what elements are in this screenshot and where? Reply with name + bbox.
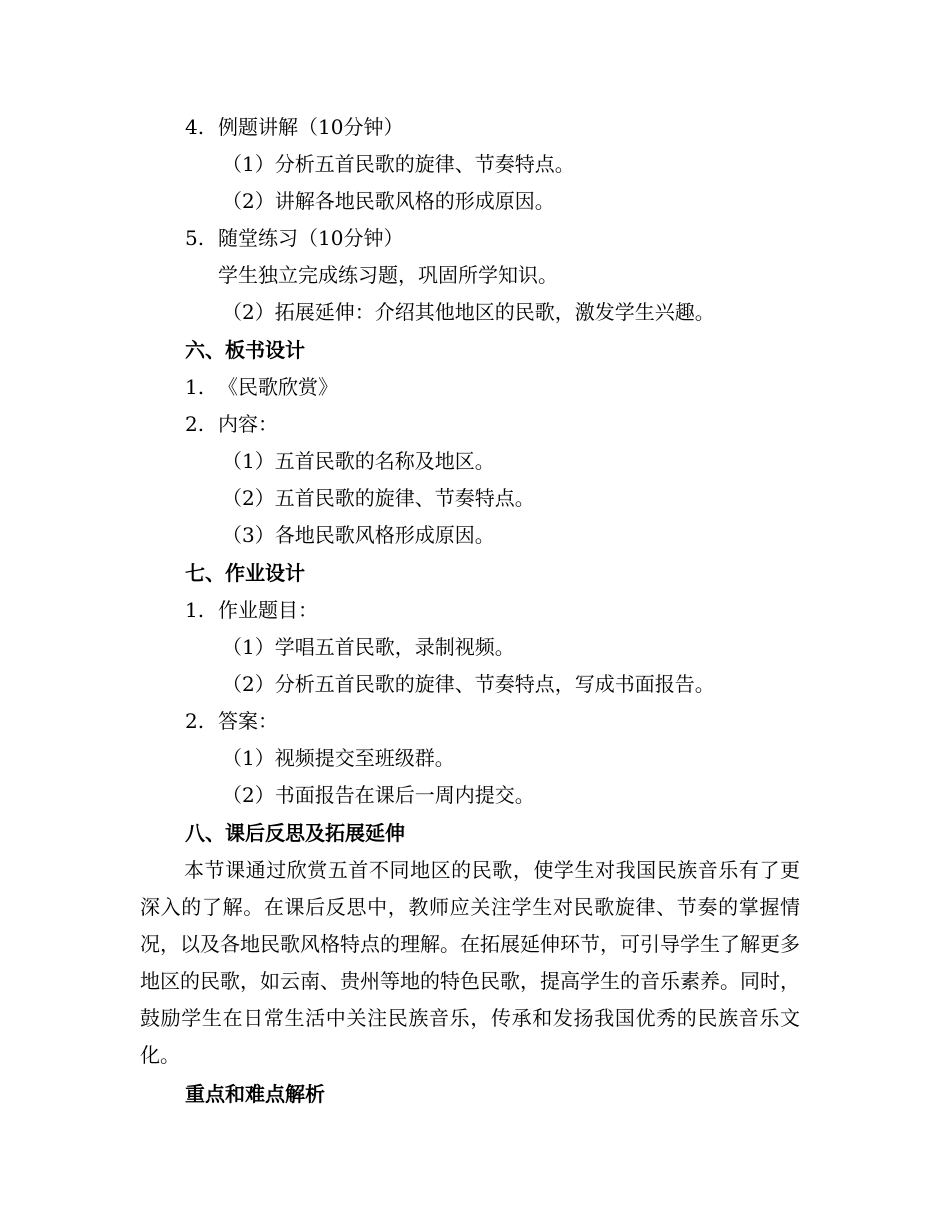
- list-item: （2）五首民歌的旋律、节奏特点。: [222, 486, 535, 510]
- list-item: （2）书面报告在课后一周内提交。: [222, 783, 535, 807]
- numbered-item: [185, 374, 338, 400]
- list-item: （2）讲解各地民歌风格的形成原因。: [222, 189, 555, 213]
- list-number: 1.: [185, 375, 205, 399]
- list-number: 2.: [185, 412, 205, 436]
- list-item: （3）各地民歌风格形成原因。: [222, 523, 495, 547]
- numbered-item: [185, 597, 318, 623]
- list-item: 学生独立完成练习题，巩固所学知识。: [218, 263, 558, 287]
- list-number: 4.: [185, 115, 205, 139]
- list-item: （2）分析五首民歌的旋律、节奏特点，写成书面报告。: [222, 672, 715, 696]
- list-item: （1）学唱五首民歌，录制视频。: [222, 635, 515, 659]
- reflection-paragraph: 本节课通过欣赏五首不同地区的民歌，使学生对我国民族音乐有了更深入的了解。在课后反思中，教师应关注学生对民歌旋律、节奏的掌握情况，以及各地民歌风格特点的理解。在拓展延伸环节，可引导学生了解更多地区的民歌，如云南、贵州等地的特色民歌，提高学生的音乐素养。同时，鼓励学生在日常生活中关注民族音乐，传承和发扬我国优秀的民族音乐文化。: [140, 858, 800, 1067]
- numbered-item: [185, 411, 278, 437]
- list-item: （1）视频提交至班级群。: [222, 746, 455, 770]
- list-number: 1.: [185, 598, 205, 622]
- section-heading-homework: 七、作业设计: [185, 561, 305, 585]
- list-item: （1）五首民歌的名称及地区。: [222, 449, 495, 473]
- list-number: 5.: [185, 226, 205, 250]
- list-item: （1）分析五首民歌的旋律、节奏特点。: [222, 152, 575, 176]
- section-heading-board-design: 六、板书设计: [185, 338, 305, 362]
- list-text: 内容：: [218, 412, 278, 436]
- numbered-item: [185, 708, 278, 734]
- list-text: 答案：: [218, 709, 278, 733]
- section-5-heading: [185, 225, 403, 251]
- list-text: 作业题目：: [218, 598, 318, 622]
- section-heading-reflection: 八、课后反思及拓展延伸: [185, 821, 405, 845]
- list-number: 2.: [185, 709, 205, 733]
- list-text: 随堂练习（10分钟）: [218, 226, 404, 250]
- list-text: 《民歌欣赏》: [218, 375, 338, 399]
- list-item: （2）拓展延伸：介绍其他地区的民歌，激发学生兴趣。: [222, 300, 715, 324]
- section-4-heading: [185, 114, 403, 140]
- list-text: 例题讲解（10分钟）: [218, 115, 404, 139]
- section-heading-key-points: 重点和难点解析: [185, 1082, 325, 1106]
